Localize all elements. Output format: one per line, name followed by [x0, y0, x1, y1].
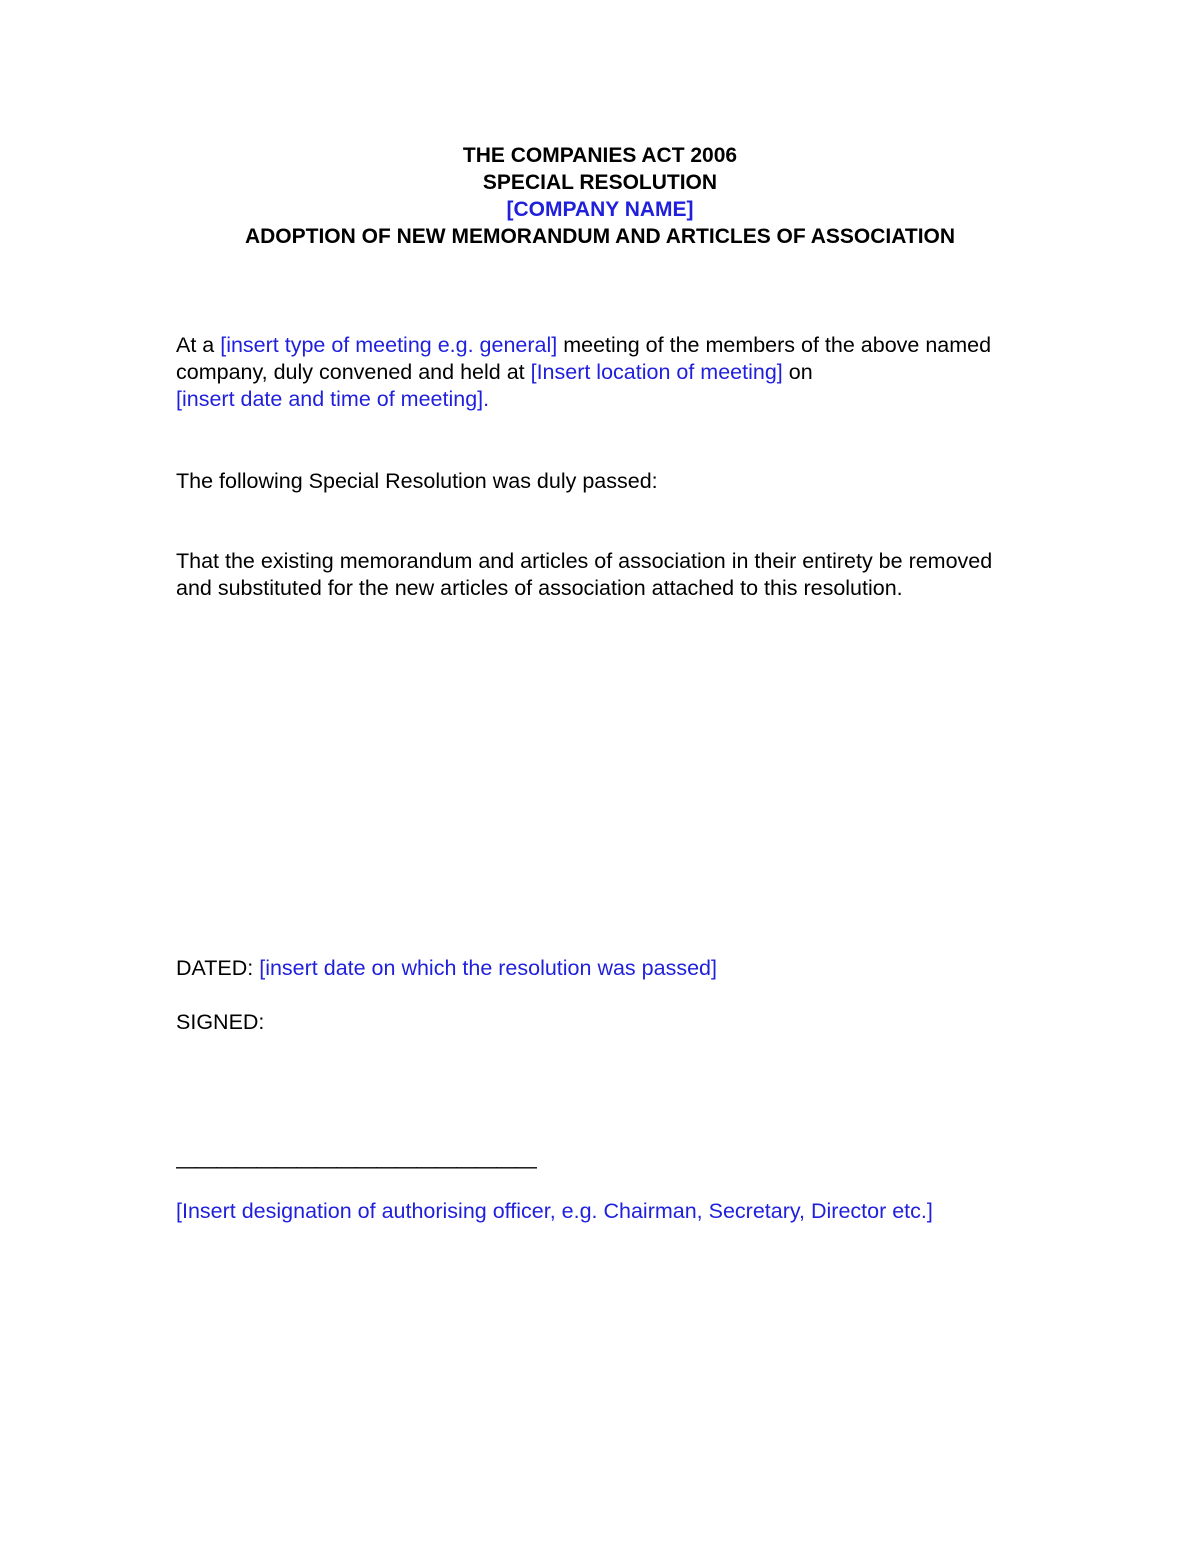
dated-label: DATED: [176, 956, 260, 980]
resolution-type: SPECIAL RESOLUTION [482, 171, 718, 194]
meeting-text-4: . [483, 387, 490, 411]
dated-placeholder: [insert date on which the resolution was passed] [259, 956, 717, 980]
meeting-datetime-placeholder: [insert date and time of meeting] [176, 387, 484, 411]
act-title: THE COMPANIES ACT 2006 [462, 144, 738, 167]
meeting-type-placeholder: [insert type of meeting e.g. general] [220, 333, 558, 357]
dated-line [176, 955, 1016, 982]
resolution-subject: ADOPTION OF NEW MEMORANDUM AND ARTICLES OF ASSOCIATION [244, 225, 956, 248]
resolution-text: That the existing memorandum and articles of association in their entirety be removed and substituted for the new articles of association attached to this resolution. [176, 549, 993, 600]
company-name-placeholder: [COMPANY NAME] [506, 198, 694, 221]
meeting-paragraph [176, 332, 1016, 413]
meeting-text-1: At a [176, 333, 221, 357]
following-statement: The following Special Resolution was duly passed: [176, 469, 658, 493]
meeting-location-placeholder: [Insert location of meeting] [530, 360, 783, 384]
signature-line: —————————————————— [176, 1155, 536, 1178]
designation-placeholder: [Insert designation of authorising officer, e.g. Chairman, Secretary, Director etc.] [176, 1199, 933, 1223]
meeting-text-3: on [782, 360, 813, 384]
signed-label: SIGNED: [176, 1010, 265, 1034]
meeting-text-2: meeting of the members of the above named company, duly convened and held at [176, 333, 992, 384]
document-header [0, 142, 1200, 250]
